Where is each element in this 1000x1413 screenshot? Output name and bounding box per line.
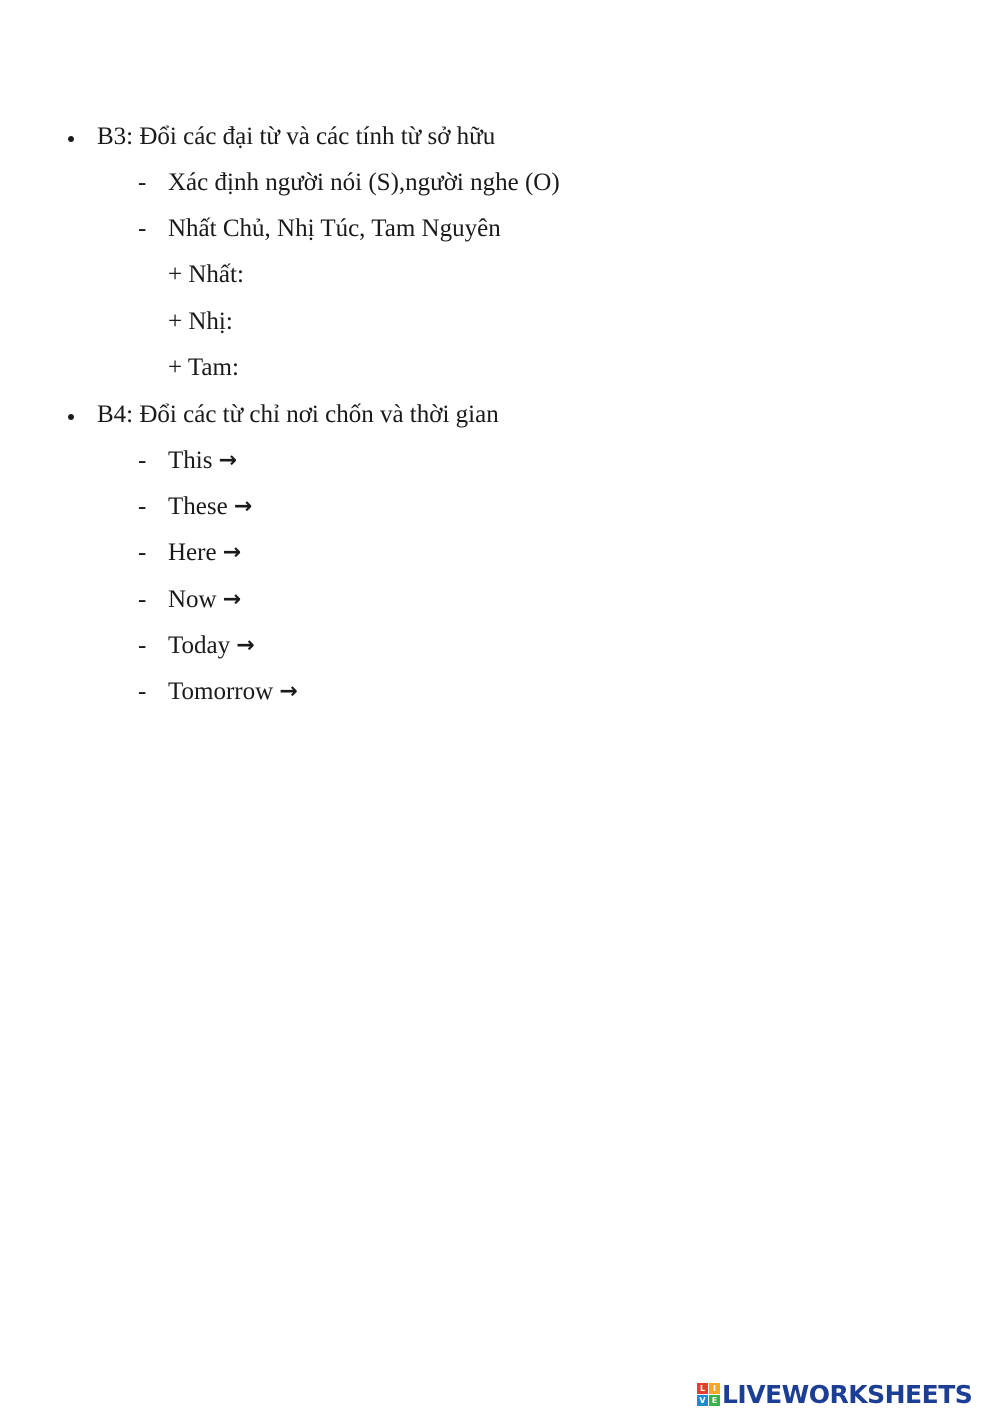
right-arrow-icon: → xyxy=(236,633,255,658)
logo-mark-letter: E xyxy=(709,1395,720,1406)
list-item xyxy=(168,585,241,615)
dash-marker: - xyxy=(138,493,147,520)
right-arrow-icon: → xyxy=(279,679,298,704)
bullet-dot-icon xyxy=(68,136,74,142)
word-this: This xyxy=(168,447,213,474)
dash-marker: - xyxy=(138,678,147,705)
section-b4-heading: B4: Đổi các từ chỉ nơi chốn và thời gian xyxy=(97,401,499,428)
word-now: Now xyxy=(168,586,217,613)
right-arrow-icon: → xyxy=(222,540,242,565)
right-arrow-icon: → xyxy=(222,587,242,612)
list-item xyxy=(168,492,252,522)
dash-marker: - xyxy=(138,632,147,659)
section-b3-heading: B3: Đổi các đại từ và các tính từ sở hữu xyxy=(97,123,496,150)
word-here: Here xyxy=(168,539,217,566)
subitem-nhat: + Nhất: xyxy=(168,261,244,288)
dash-marker: - xyxy=(138,215,147,242)
subitem-nhi: + Nhị: xyxy=(168,308,233,335)
right-arrow-icon: → xyxy=(233,494,253,519)
logo-mark-icon xyxy=(697,1383,720,1406)
dash-marker: - xyxy=(138,169,147,196)
logo-mark-letter: L xyxy=(697,1383,708,1394)
list-item-identify-speaker: Xác định người nói (S),người nghe (O) xyxy=(168,169,560,196)
list-item xyxy=(168,677,298,707)
word-tomorrow: Tomorrow xyxy=(168,678,274,705)
liveworksheets-logo xyxy=(697,1378,972,1410)
logo-text: LIVEWORKSHEETS xyxy=(722,1379,973,1409)
dash-marker: - xyxy=(138,586,147,613)
logo-mark-letter: V xyxy=(697,1395,708,1406)
list-item xyxy=(168,631,255,661)
list-item-rule: Nhất Chủ, Nhị Túc, Tam Nguyên xyxy=(168,215,501,242)
right-arrow-icon: → xyxy=(218,448,237,473)
list-item xyxy=(168,538,241,568)
dash-marker: - xyxy=(138,447,147,474)
subitem-tam: + Tam: xyxy=(168,354,239,381)
logo-mark-letter: I xyxy=(709,1383,720,1394)
word-today: Today xyxy=(168,632,231,659)
dash-marker: - xyxy=(138,539,147,566)
word-these: These xyxy=(168,493,228,520)
bullet-dot-icon xyxy=(68,414,74,420)
list-item xyxy=(168,446,237,476)
